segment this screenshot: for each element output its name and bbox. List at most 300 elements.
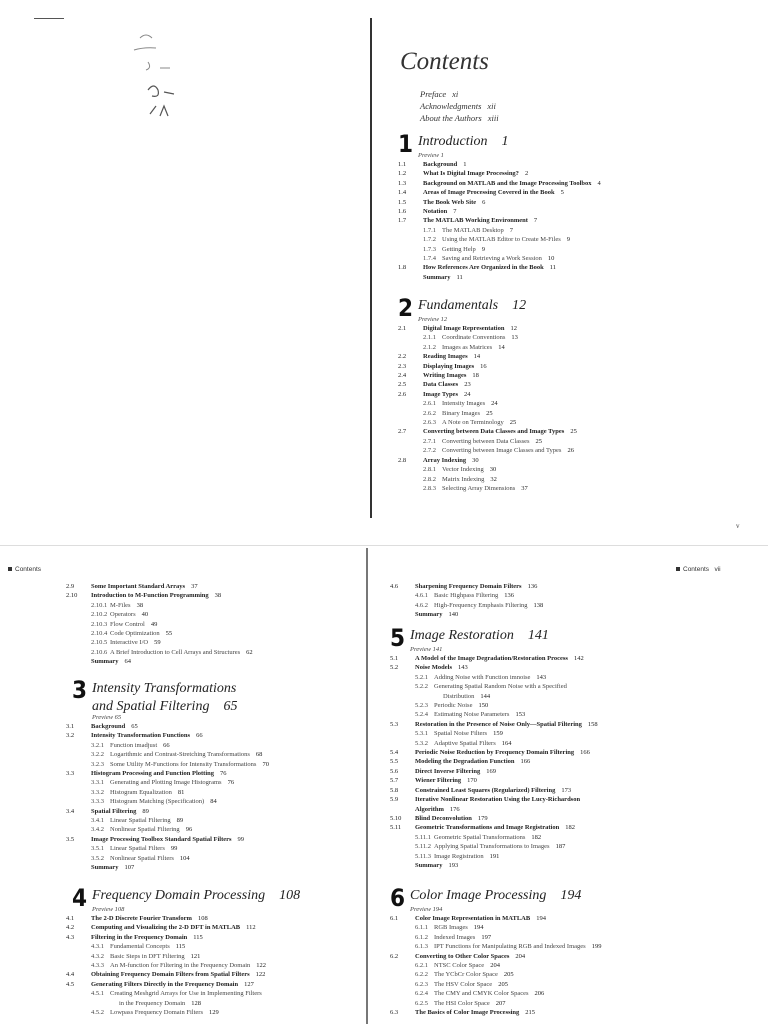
toc-chapter-6 xyxy=(390,914,601,1017)
section-title: Digital Image Representation xyxy=(423,325,505,332)
chapter-number: 5 xyxy=(390,624,406,652)
section-number: 3.3 xyxy=(66,770,75,778)
section-number: 3.3.2 xyxy=(91,788,104,796)
section-number: 4.6 xyxy=(390,583,399,590)
section-number: 5.7 xyxy=(390,777,399,785)
section-title: The YCbCr Color Space xyxy=(434,971,498,979)
section-page: 70 xyxy=(262,760,269,768)
toc-entry xyxy=(390,999,601,1008)
toc-entry xyxy=(66,769,269,778)
section-page: 140 xyxy=(448,611,459,619)
section-page: 25 xyxy=(486,409,493,417)
section-number: 2.10.1 xyxy=(91,601,108,609)
section-title: Modeling the Degradation Function xyxy=(415,758,515,766)
section-title: Color Image Representation in MATLAB xyxy=(415,915,531,922)
toc-entry xyxy=(390,767,598,776)
section-number: 1.3 xyxy=(398,179,407,187)
section-number: 1.4 xyxy=(398,189,407,197)
front-matter-item: About the Authors xiii xyxy=(420,113,499,123)
section-number: 1.7 xyxy=(398,217,407,225)
section-title: Code Optimization xyxy=(110,630,160,638)
toc-entry xyxy=(398,456,577,465)
chapter-title: Intensity Transformations and Spatial Filtering 65 xyxy=(92,681,238,714)
section-page: 76 xyxy=(227,779,235,787)
toc-entry xyxy=(66,999,266,1008)
section-page: 40 xyxy=(141,611,149,619)
section-title: Lowpass Frequency Domain Filters xyxy=(110,1009,203,1017)
section-number: 4.2 xyxy=(66,924,75,932)
section-page: 205 xyxy=(498,980,508,988)
section-title: Basic Steps in DFT Filtering xyxy=(110,952,185,960)
section-number: 2.5 xyxy=(398,381,407,389)
toc-entry xyxy=(66,844,269,853)
toc-entry xyxy=(398,352,577,361)
chapter-preview: Preview 65 xyxy=(92,714,122,721)
toc-entry xyxy=(398,169,601,178)
page-gutter-line xyxy=(370,18,372,518)
toc-entry xyxy=(398,475,577,484)
section-number: 2.8 xyxy=(398,456,407,464)
section-page: 84 xyxy=(210,798,217,806)
section-title: IPT Functions for Manipulating RGB and Indexed Images xyxy=(434,943,586,951)
section-title: Nonlinear Spatial Filters xyxy=(110,854,174,862)
front-matter-item: Preface xi xyxy=(420,89,459,99)
chapter-number: 6 xyxy=(390,884,406,912)
section-title: Operators xyxy=(110,611,136,619)
toc-entry xyxy=(66,1008,266,1017)
toc-entry xyxy=(398,198,601,207)
toc-entry xyxy=(398,343,577,352)
section-page: 1 xyxy=(463,161,467,168)
section-number: 6.2.1 xyxy=(415,962,428,970)
section-title: Indexed Images xyxy=(434,933,476,941)
toc-entry xyxy=(66,863,269,872)
section-title: The MATLAB Desktop xyxy=(442,226,504,234)
section-page: 76 xyxy=(220,770,227,778)
section-number: 4.3.2 xyxy=(91,952,104,960)
section-title: Nonlinear Spatial Filtering xyxy=(110,826,180,834)
toc-entry xyxy=(390,952,601,961)
toc-entry xyxy=(66,854,269,863)
section-title: Reading Images xyxy=(423,353,468,361)
section-number: 6.1.3 xyxy=(415,943,428,951)
section-page: 11 xyxy=(549,264,556,272)
section-number: 5.3.2 xyxy=(415,739,428,747)
section-page: 158 xyxy=(587,720,598,728)
toc-entry xyxy=(398,362,577,371)
section-title: Geometric Transformations and Image Registration xyxy=(415,824,560,832)
section-number: 2.10.6 xyxy=(91,648,108,656)
section-page: 7 xyxy=(533,217,538,225)
section-title: A Model of the Image Degradation/Restoration Process xyxy=(415,655,568,662)
section-title: Constrained Least Squares (Regularized) Filtering xyxy=(415,786,556,794)
toc-chapter-1 xyxy=(398,160,601,282)
section-page: 99 xyxy=(170,845,178,853)
section-page: 18 xyxy=(472,372,479,380)
chapter-preview: Preview 12 xyxy=(418,316,448,323)
section-page: 199 xyxy=(591,943,602,951)
section-number: 6.1 xyxy=(390,915,399,922)
section-page: 30 xyxy=(472,456,479,464)
section-number: 1.1 xyxy=(398,161,407,168)
section-title: M-Files xyxy=(110,601,131,609)
section-number: 2.3 xyxy=(398,362,407,370)
section-title: NTSC Color Space xyxy=(434,962,485,970)
section-number: 5.2.3 xyxy=(415,702,428,710)
section-page: 14 xyxy=(498,343,505,351)
toc-entry xyxy=(66,914,266,923)
toc-entry xyxy=(390,852,598,861)
section-page: 66 xyxy=(196,732,203,740)
section-page: 104 xyxy=(179,854,190,862)
section-page: 9 xyxy=(481,245,486,253)
front-matter xyxy=(420,88,499,124)
section-title: The 2-D Discrete Fourier Transform xyxy=(91,915,192,922)
front-matter-item: Acknowledgments xii xyxy=(420,101,496,111)
section-page: 30 xyxy=(489,466,497,474)
section-title: Spatial Noise Filters xyxy=(434,730,488,738)
section-title: Logarithmic and Contrast-Stretching Transformations xyxy=(110,751,250,759)
section-number: 1.5 xyxy=(398,198,407,206)
section-number: 2.6.1 xyxy=(423,400,436,408)
contents-title: Contents xyxy=(400,48,489,75)
toc-entry xyxy=(66,731,269,740)
toc-entry xyxy=(66,582,253,591)
section-number: 2.8.3 xyxy=(423,484,436,492)
section-page: 121 xyxy=(190,952,201,960)
section-title: High-Frequency Emphasis Filtering xyxy=(434,601,528,609)
toc-entry xyxy=(390,1008,601,1017)
section-title: Converting between Data Classes and Image Types xyxy=(423,428,565,436)
section-number: 2.7 xyxy=(398,428,407,436)
section-page: 142 xyxy=(573,655,584,662)
section-number: 2.9 xyxy=(66,583,75,590)
section-title: The HSI Color Space xyxy=(434,999,490,1007)
toc-entry xyxy=(66,816,269,825)
toc-entry xyxy=(398,333,577,342)
toc-entry xyxy=(390,842,598,851)
section-page: 14 xyxy=(473,353,481,361)
section-title: Fundamental Concepts xyxy=(110,943,170,951)
section-title: Spatial Filtering xyxy=(91,807,137,815)
section-page: 99 xyxy=(237,835,245,843)
section-number: 6.2.3 xyxy=(415,980,428,988)
toc-entry xyxy=(398,245,601,254)
toc-chapter-3 xyxy=(66,722,269,873)
section-number: 4.6.2 xyxy=(415,601,428,609)
section-title: How References Are Organized in the Book xyxy=(423,264,544,272)
section-title: Linear Spatial Filtering xyxy=(110,817,171,825)
toc-entry xyxy=(390,610,543,619)
toc-entry xyxy=(66,961,266,970)
toc-entry xyxy=(390,601,543,610)
section-number: 5.2.1 xyxy=(415,673,428,681)
toc-entry xyxy=(398,427,577,436)
toc-entry xyxy=(398,263,601,272)
section-page: 10 xyxy=(547,255,555,263)
chapter-title: Frequency Domain Processing 108 xyxy=(92,888,301,903)
section-title: Restoration in the Presence of Noise Only—Spatial Filtering xyxy=(415,720,582,728)
section-number: 5.2.4 xyxy=(415,711,428,719)
section-page: 37 xyxy=(521,484,528,492)
section-number: 2.10.5 xyxy=(91,639,108,647)
section-title: The MATLAB Working Environment xyxy=(423,217,528,225)
section-page: 187 xyxy=(555,843,566,851)
section-page: 164 xyxy=(501,739,512,747)
section-page: 143 xyxy=(536,673,547,681)
toc-entry xyxy=(390,814,598,823)
section-title: Background xyxy=(423,161,458,168)
section-number: 2.1 xyxy=(398,325,407,332)
toc-entry xyxy=(390,710,598,719)
chapter-number: 4 xyxy=(72,884,88,912)
section-title: Some Important Standard Arrays xyxy=(91,583,186,590)
running-header-left: Contents xyxy=(8,566,41,573)
section-title: Interactive I/O xyxy=(110,639,149,647)
section-page: 107 xyxy=(124,864,135,872)
section-number: 1.6 xyxy=(398,208,407,216)
toc-entry xyxy=(398,226,601,235)
section-title: A Brief Introduction to Cell Arrays and Structures xyxy=(110,648,241,656)
section-number: 5.5 xyxy=(390,758,399,766)
section-page: 89 xyxy=(176,817,184,825)
section-number: 4.1 xyxy=(66,915,75,922)
section-page: 9 xyxy=(566,236,571,244)
toc-entry xyxy=(398,399,577,408)
section-number: 5.1 xyxy=(390,655,399,662)
toc-entry xyxy=(398,437,577,446)
toc-entry xyxy=(390,989,601,998)
section-number: 2.10 xyxy=(66,592,78,600)
toc-chapter-4-continued xyxy=(390,582,543,620)
toc-entry xyxy=(66,788,269,797)
section-title: Background on MATLAB and the Image Processing Toolbox xyxy=(423,179,592,187)
section-title: Intensity Transformation Functions xyxy=(91,732,191,740)
toc-entry xyxy=(66,601,253,610)
section-page: 49 xyxy=(150,620,158,628)
handwritten-scribble-icon xyxy=(120,28,210,138)
toc-entry xyxy=(66,942,266,951)
section-number: 5.10 xyxy=(390,814,402,822)
toc-entry xyxy=(390,833,598,842)
section-number: 2.4 xyxy=(398,372,407,380)
section-page: 143 xyxy=(458,664,468,672)
section-title: Periodic Noise Reduction by Frequency Domain Filtering xyxy=(415,749,575,757)
section-page: 159 xyxy=(493,730,503,738)
section-page: 81 xyxy=(177,788,185,796)
section-page: 136 xyxy=(504,592,515,600)
section-page: 37 xyxy=(191,583,198,590)
section-number: 4.5.1 xyxy=(91,990,104,998)
toc-entry xyxy=(390,654,598,663)
toc-entry xyxy=(390,786,598,795)
page-number: v xyxy=(736,522,740,530)
section-title: Computing and Visualizing the 2-D DFT in MATLAB xyxy=(91,924,241,932)
section-number: 3.2 xyxy=(66,732,75,740)
chapter-preview: Preview 194 xyxy=(410,906,443,913)
section-page: 11 xyxy=(456,273,463,281)
section-page: 204 xyxy=(490,962,500,970)
section-number: 6.2.4 xyxy=(415,990,428,998)
page-gutter-line-lower xyxy=(366,548,368,1024)
section-number: 5.9 xyxy=(390,796,399,804)
toc-entry xyxy=(398,418,577,427)
section-page: 138 xyxy=(533,601,544,609)
section-page: 25 xyxy=(535,437,543,445)
section-title: Some Utility M-Functions for Intensity Transformations xyxy=(110,760,257,768)
toc-entry xyxy=(390,933,601,942)
section-page: 7 xyxy=(509,226,513,234)
section-title: Adding Noise with Function imnoise xyxy=(434,673,531,681)
section-number: 2.10.3 xyxy=(91,620,108,628)
section-title: Areas of Image Processing Covered in the Book xyxy=(423,189,555,197)
toc-entry xyxy=(390,582,543,591)
toc-entry xyxy=(398,235,601,244)
section-number: 3.1 xyxy=(66,723,75,730)
section-page: 197 xyxy=(481,933,492,941)
toc-entry xyxy=(398,371,577,380)
section-title: Geometric Spatial Transformations xyxy=(434,833,526,841)
section-title: Distribution xyxy=(443,692,475,700)
section-page: 169 xyxy=(486,767,496,775)
toc-entry xyxy=(66,657,253,666)
toc-entry xyxy=(390,739,598,748)
section-number: 2.8.2 xyxy=(423,475,436,483)
toc-entry xyxy=(66,807,269,816)
section-number: 5.4 xyxy=(390,749,399,757)
section-title: Function imadjust xyxy=(110,741,158,749)
section-page: 191 xyxy=(489,852,500,860)
section-title: Selecting Array Dimensions xyxy=(442,484,516,492)
running-header-right: Contents vii xyxy=(676,566,721,573)
toc-entry xyxy=(390,673,598,682)
section-page: 194 xyxy=(536,915,546,922)
section-number: 2.1.2 xyxy=(423,343,436,351)
section-title: Filtering in the Frequency Domain xyxy=(91,933,188,941)
section-title: Notation xyxy=(423,208,448,216)
section-page: 89 xyxy=(142,807,149,815)
section-title: Flow Control xyxy=(110,620,145,628)
section-title: Estimating Noise Parameters xyxy=(434,711,510,719)
section-page: 16 xyxy=(480,362,487,370)
section-title: The Book Web Site xyxy=(423,198,477,206)
section-number: 3.4.2 xyxy=(91,826,104,834)
section-page: 4 xyxy=(597,179,601,187)
section-number: 6.2 xyxy=(390,952,399,960)
section-title: Introduction to M-Function Programming xyxy=(91,592,209,600)
section-page: 176 xyxy=(449,805,460,813)
section-number: 5.11 xyxy=(390,824,402,832)
section-number: 3.2.2 xyxy=(91,751,104,759)
section-title: Direct Inverse Filtering xyxy=(415,767,481,775)
section-page: 24 xyxy=(491,400,498,408)
section-number: 6.1.2 xyxy=(415,933,428,941)
section-title: Saving and Retrieving a Work Session xyxy=(442,255,542,263)
section-title: A Note on Terminology xyxy=(442,419,504,427)
section-title: Applying Spatial Transformations to Images xyxy=(434,843,550,851)
section-page: 182 xyxy=(565,824,575,832)
chapter-preview: Preview 141 xyxy=(410,646,443,653)
section-number: 2.1.1 xyxy=(423,334,436,342)
section-title: Iterative Nonlinear Restoration Using the Lucy-Richardson xyxy=(415,796,581,804)
section-title: Summary xyxy=(423,273,451,281)
chapter-number: 2 xyxy=(398,294,414,322)
section-title: Intensity Images xyxy=(442,400,486,408)
section-number: 5.2 xyxy=(390,664,399,672)
section-page: 215 xyxy=(525,1009,536,1017)
toc-entry xyxy=(398,409,577,418)
section-page: 65 xyxy=(131,723,138,730)
section-number: 3.2.1 xyxy=(91,741,104,749)
section-number: 2.2 xyxy=(398,353,407,361)
section-number: 4.5 xyxy=(66,980,75,988)
section-title: Periodic Noise xyxy=(434,702,473,710)
section-page: 55 xyxy=(165,630,173,638)
section-page: 205 xyxy=(503,971,514,979)
section-page: 115 xyxy=(193,933,203,941)
section-number: 2.10.4 xyxy=(91,630,108,638)
toc-entry xyxy=(66,638,253,647)
section-page: 182 xyxy=(531,833,542,841)
toc-entry xyxy=(398,484,577,493)
toc-entry xyxy=(398,160,601,169)
section-title: Converting between Data Classes xyxy=(442,437,530,445)
section-title: Generating Filters Directly in the Frequency Domain xyxy=(91,980,239,988)
section-number: 5.2.2 xyxy=(415,683,428,691)
chapter-preview: Preview 1 xyxy=(418,152,444,159)
section-page: 173 xyxy=(561,786,572,794)
toc-entry xyxy=(66,970,266,979)
section-title: Summary xyxy=(415,861,443,869)
section-number: 3.5.1 xyxy=(91,845,104,853)
section-page: 96 xyxy=(185,826,193,834)
section-page: 144 xyxy=(480,692,491,700)
section-page: 59 xyxy=(154,639,161,647)
section-number: 5.11.2 xyxy=(415,843,432,851)
section-number: 2.10.2 xyxy=(91,611,108,619)
section-title: Wiener Filtering xyxy=(415,777,462,785)
section-page: 115 xyxy=(175,943,186,951)
section-number: 4.3 xyxy=(66,933,75,941)
section-number: 1.7.4 xyxy=(423,255,436,263)
section-number: 2.6.3 xyxy=(423,419,436,427)
toc-entry xyxy=(66,835,269,844)
section-page: 68 xyxy=(255,751,263,759)
section-page: 5 xyxy=(560,189,564,197)
section-title: Displaying Images xyxy=(423,362,475,370)
section-page: 170 xyxy=(467,777,477,785)
toc-entry xyxy=(390,795,598,804)
section-title: Creating Meshgrid Arrays for Use in Implementing Filters xyxy=(110,990,262,998)
section-title: Blind Deconvolution xyxy=(415,814,472,822)
toc-entry xyxy=(66,648,253,657)
section-number: 3.5.2 xyxy=(91,854,104,862)
section-number: 6.3 xyxy=(390,1009,399,1017)
section-number: 3.5 xyxy=(66,835,75,843)
toc-entry xyxy=(390,823,598,832)
section-title: Adaptive Spatial Filters xyxy=(434,739,496,747)
section-title: Binary Images xyxy=(442,409,481,417)
section-title: Histogram Processing and Function Plotting xyxy=(91,770,215,778)
toc-entry xyxy=(390,591,543,600)
toc-entry xyxy=(390,748,598,757)
toc-entry xyxy=(398,179,601,188)
toc-entry xyxy=(66,952,266,961)
chapter-title: Color Image Processing 194 xyxy=(410,888,582,903)
section-page: 62 xyxy=(246,648,253,656)
section-number: 4.4 xyxy=(66,971,75,979)
toc-entry xyxy=(390,729,598,738)
